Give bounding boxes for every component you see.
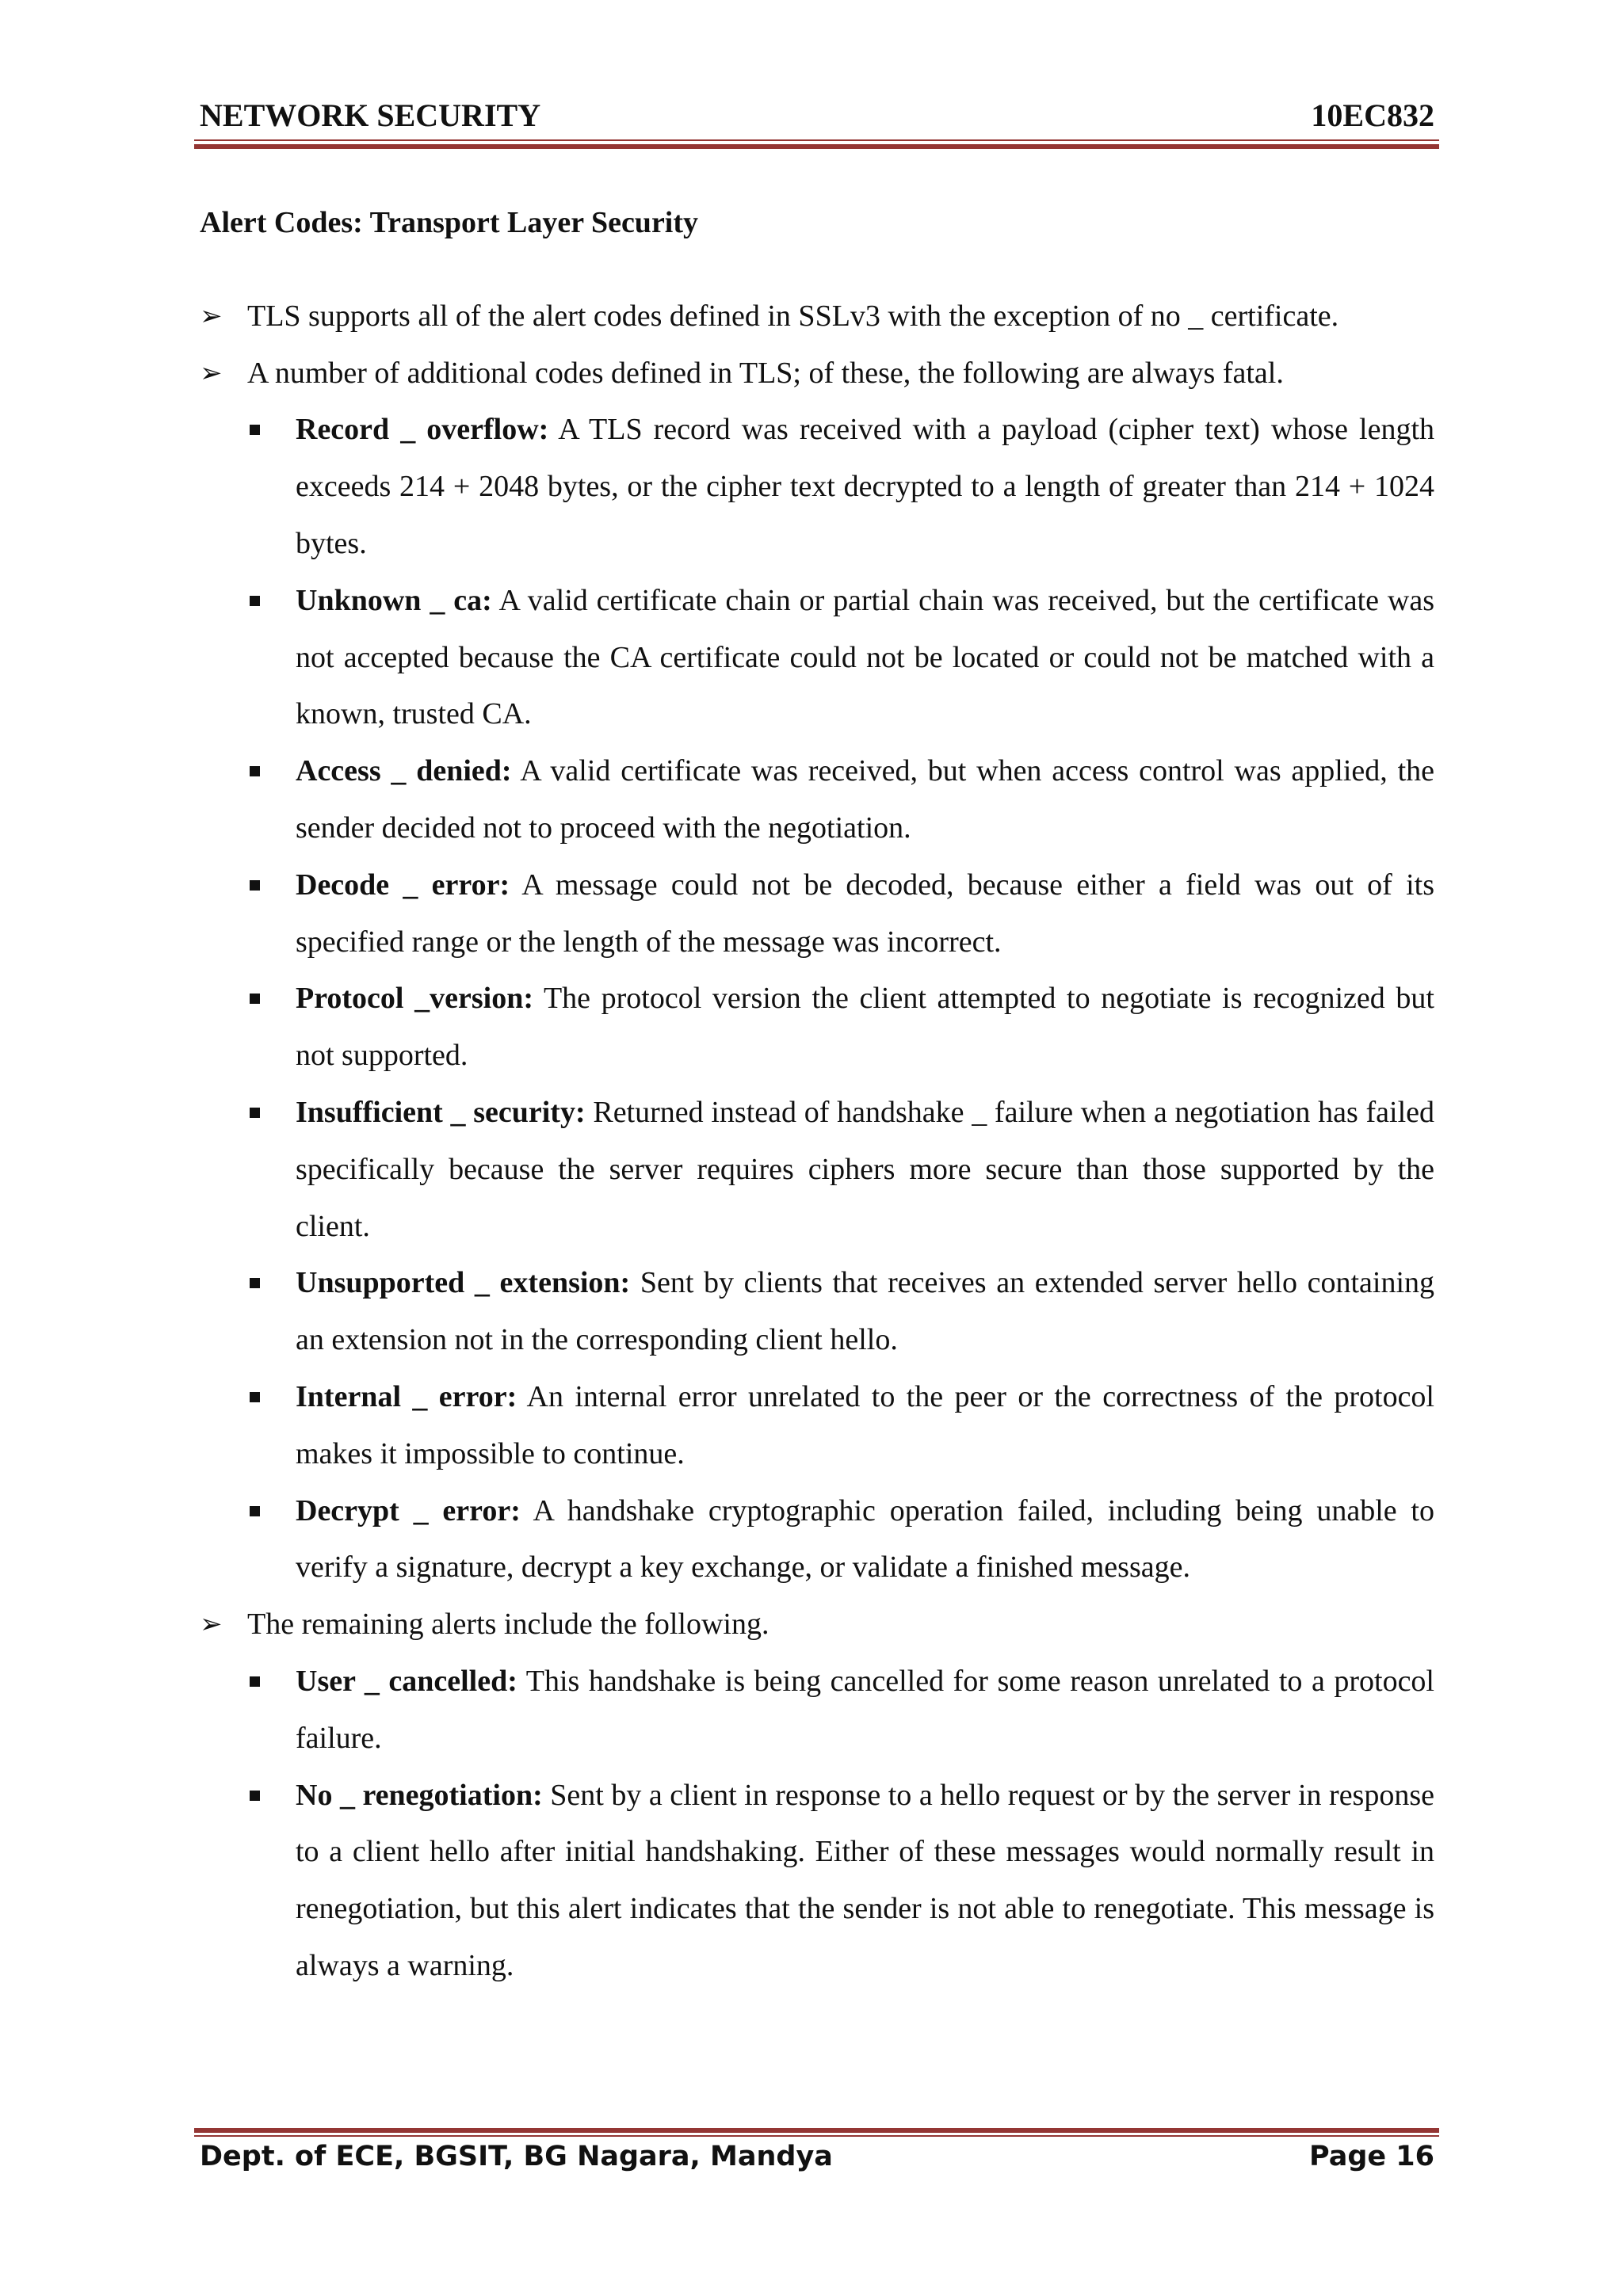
square-bullet-icon	[250, 1108, 260, 1118]
header-course-code: 10EC832	[1311, 97, 1434, 133]
square-bullet-icon	[250, 994, 260, 1004]
square-bullet-icon	[250, 1791, 260, 1801]
arrow-bullet-icon: ➢	[200, 299, 223, 332]
header-title: NETWORK SECURITY	[200, 97, 541, 133]
alert-term: Unknown _ ca:	[296, 583, 492, 617]
alert-term: Internal _ error:	[296, 1379, 517, 1413]
alert-access-denied	[296, 743, 1434, 857]
alert-description: This handshake is being cancelled for some reason unrelated to a protocol failure.	[296, 1664, 1434, 1755]
footer-page-number: Page 16	[1308, 2141, 1434, 2172]
alert-description: A handshake cryptographic operation failed, including being unable to verify a signature, decrypt a key exchange, or validate a finished message.	[296, 1493, 1434, 1585]
alert-term: No _ renegotiation:	[296, 1778, 543, 1812]
alert-no-renegotiation	[296, 1768, 1434, 1995]
alert-unsupported-extension	[296, 1255, 1434, 1369]
alert-term: Protocol _version:	[296, 982, 533, 1016]
alert-description: A valid certificate was received, but when access control was applied, the sender decided not to proceed with the negotiation.	[296, 754, 1434, 845]
bullet-intro-text: TLS supports all of the alert codes defined in SSLv3 with the exception of no _ certificate.	[247, 299, 1339, 333]
bullet-remaining-intro	[200, 1596, 1434, 1653]
footer-department: Dept. of ECE, BGSIT, BG Nagara, Mandya	[200, 2141, 833, 2172]
alert-term: Insufficient _ security:	[296, 1095, 586, 1129]
alert-term: Decrypt _ error:	[296, 1493, 521, 1527]
square-bullet-icon	[250, 1676, 260, 1687]
alert-term: Record _ overflow:	[296, 413, 549, 447]
alert-description: A valid certificate chain or partial chain was received, but the certificate was not accepted because the CA certificate could not be located or could not be matched with a known, trusted CA.	[296, 583, 1434, 731]
square-bullet-icon	[250, 1392, 260, 1402]
page-content	[200, 195, 1434, 1995]
alert-description: Sent by clients that receives an extended server hello containing an extension not in the corresponding client hello.	[296, 1266, 1434, 1357]
footer-rule-thin	[194, 2135, 1439, 2137]
alert-protocol-version	[296, 971, 1434, 1085]
square-bullet-icon	[250, 766, 260, 776]
alert-description: The protocol version the client attempted to negotiate is recognized but not supported.	[296, 982, 1434, 1073]
arrow-bullet-icon: ➢	[200, 357, 223, 389]
alert-internal-error	[296, 1369, 1434, 1483]
alert-term: Access _ denied:	[296, 754, 512, 788]
header-rule-thick	[194, 144, 1439, 149]
header-rule-thin	[194, 139, 1439, 141]
alert-term: Decode _ error:	[296, 868, 510, 902]
alert-description: An internal error unrelated to the peer or the correctness of the protocol makes it impossible to continue.	[296, 1379, 1434, 1470]
alert-decrypt-error	[296, 1483, 1434, 1597]
bullet-intro	[200, 288, 1434, 345]
square-bullet-icon	[250, 596, 260, 606]
square-bullet-icon	[250, 880, 260, 891]
bullet-fatal-intro	[200, 345, 1434, 402]
bullet-fatal-intro-text: A number of additional codes defined in TLS; of these, the following are always fatal.	[247, 356, 1284, 390]
alert-description: A message could not be decoded, because either a field was out of its specified range or the length of the message was incorrect.	[296, 868, 1434, 959]
arrow-bullet-icon: ➢	[200, 1608, 223, 1641]
alert-term: User _ cancelled:	[296, 1664, 517, 1698]
alert-description: Returned instead of handshake _ failure when a negotiation has failed specifically because the server requires ciphers more secure than those supported by the client.	[296, 1095, 1434, 1243]
bullet-remaining-intro-text: The remaining alerts include the following.	[247, 1608, 769, 1642]
footer-rule-thick	[194, 2128, 1439, 2133]
alert-insufficient-security	[296, 1085, 1434, 1255]
alert-description: Sent by a client in response to a hello request or by the server in response to a client hello after initial handshaking. Either of these messages would normally result in renegotiation, but this alert indicates that the sender is not able to renegotiate. This message is always a warning.	[296, 1778, 1434, 1982]
alert-user-cancelled	[296, 1653, 1434, 1768]
alert-decode-error	[296, 857, 1434, 971]
alert-description: A TLS record was received with a payload (cipher text) whose length exceeds 214 + 2048 bytes, or the cipher text decrypted to a length of greater than 214 + 1024 bytes.	[296, 413, 1435, 560]
alert-record-overflow	[296, 402, 1434, 572]
alert-unknown-ca	[296, 573, 1434, 743]
square-bullet-icon	[250, 1506, 260, 1516]
alert-term: Unsupported _ extension:	[296, 1266, 631, 1300]
square-bullet-icon	[250, 425, 260, 435]
section-heading: Alert Codes: Transport Layer Security	[200, 206, 699, 239]
square-bullet-icon	[250, 1278, 260, 1288]
